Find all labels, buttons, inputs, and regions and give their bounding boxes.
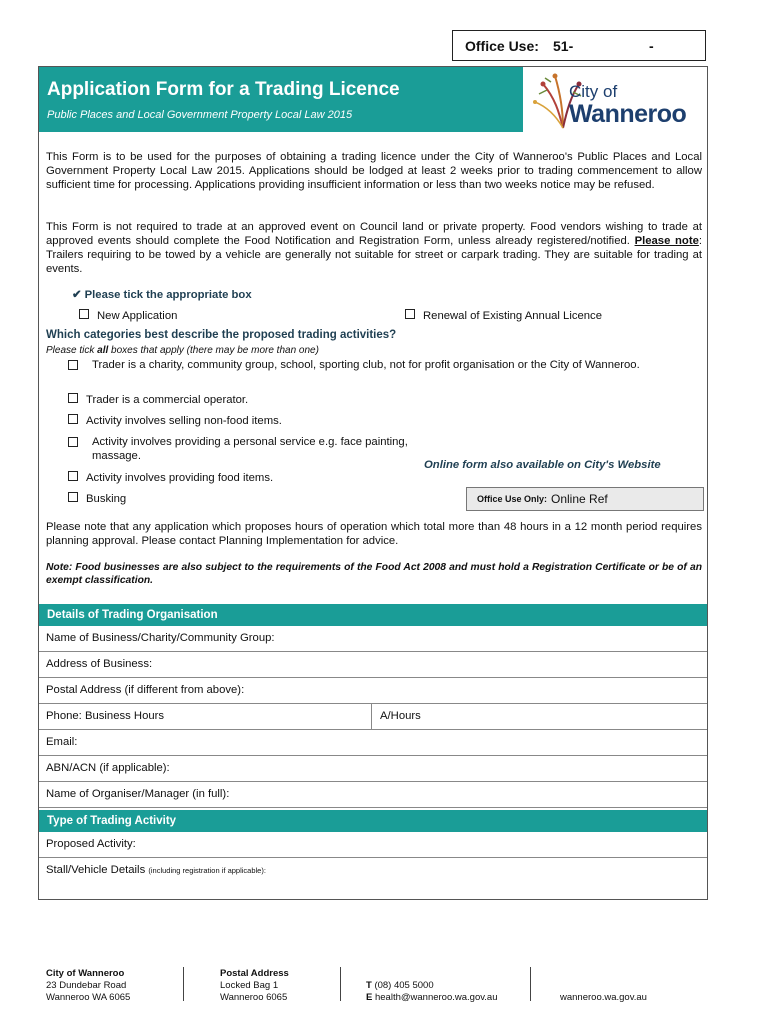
footer-postal [220, 968, 289, 1004]
option-new-label: New Application [97, 310, 178, 322]
intro-paragraph-2 [46, 220, 702, 276]
office-use-dash: - [649, 38, 654, 54]
tick-heading-text: Please tick the appropriate box [84, 289, 252, 301]
category-checkbox[interactable] [68, 360, 78, 370]
city-logo [533, 72, 698, 132]
page-title: Application Form for a Trading Licence [47, 79, 400, 100]
footer-divider [530, 967, 531, 1001]
field-business-address[interactable] [39, 652, 707, 678]
footer-postal-label: Postal Address [220, 968, 289, 979]
hours-note: Please note that any application which proposes hours of operation which total more than 48 hours in a 12 month period requires planning approval. Please contact Planning Implementation for advice. [46, 521, 702, 547]
footer-contact [366, 980, 497, 1004]
intro-paragraph-1: This Form is to be used for the purposes of obtaining a trading licence under the City of Wanneroo's Public Places and Local Government Property Local Law 2015. Applications should be lodged at least 2 weeks prior to trading commencement to allow sufficient time for processing. Applications providing insufficient information or less than two weeks notice may be refused. [46, 151, 702, 191]
footer-suburb: Wanneroo WA 6065 [46, 992, 131, 1003]
category-label: Activity involves providing food items. [86, 472, 274, 484]
instruction-bold: all [97, 345, 109, 356]
checkbox-new-application[interactable] [79, 309, 89, 319]
footer-email[interactable]: health@wanneroo.wa.gov.au [374, 992, 498, 1003]
please-note-label: Please note [634, 235, 699, 247]
category-item[interactable] [68, 358, 702, 372]
option-renewal-label: Renewal of Existing Annual Licence [423, 310, 602, 322]
footer-postal-line1: Locked Bag 1 [220, 980, 279, 991]
intro-p2-start: This Form is not required to trade at an approved event on Council land or private property. Food vendors wishing to trade at approved events should complete the Food Notification and Registration Form, unless already registered/notified. [46, 221, 702, 247]
logo-wanneroo: Wanneroo [569, 100, 687, 128]
field-label: Name of Business/Charity/Community Group: [46, 632, 275, 644]
field-label: Address of Business: [46, 658, 153, 670]
category-checkbox[interactable] [68, 414, 78, 424]
checkmark-icon: ✔ [72, 289, 82, 301]
category-label: Activity involves providing a personal service e.g. face painting, massage. [92, 436, 408, 462]
intro-p2-end: : Trailers requiring to be towed by a vehicle are generally not suitable for street or carpark trading. They are suitable for trading at events. [46, 235, 703, 275]
category-item[interactable] [68, 492, 126, 505]
instruction-post: boxes that apply (there may be more than one) [108, 345, 319, 356]
field-label: ABN/ACN (if applicable): [46, 762, 170, 774]
category-checkbox[interactable] [68, 393, 78, 403]
field-phone-row [39, 704, 707, 730]
header-band [39, 67, 523, 132]
footer-website[interactable]: wanneroo.wa.gov.au [560, 992, 647, 1003]
office-use-number: 51- [553, 38, 574, 54]
field-label: A/Hours [380, 710, 421, 722]
footer-divider [340, 967, 341, 1001]
field-email[interactable] [39, 730, 707, 756]
category-checkbox[interactable] [68, 492, 78, 502]
footer-divider [183, 967, 184, 1001]
field-proposed-activity[interactable] [39, 832, 707, 858]
footer-street: 23 Dundebar Road [46, 980, 127, 991]
field-label: Email: [46, 736, 78, 748]
tick-heading [72, 288, 252, 301]
category-checkbox[interactable] [68, 471, 78, 481]
option-renewal[interactable] [405, 309, 602, 322]
field-label: Phone: Business Hours [46, 710, 165, 722]
footer-org: City of Wanneroo [46, 968, 125, 979]
field-label: Name of Organiser/Manager (in full): [46, 788, 230, 800]
email-label: E [366, 992, 373, 1003]
category-label: Trader is a commercial operator. [86, 394, 249, 406]
option-new-application[interactable] [79, 309, 177, 322]
food-act-note: Note: Food businesses are also subject to the requirements of the Food Act 2008 and must hold a Registration Certificate or be of an exempt classification. [46, 562, 702, 586]
field-stall-details[interactable] [39, 858, 707, 884]
category-item[interactable] [68, 393, 248, 406]
field-label: Stall/Vehicle Details [46, 864, 146, 876]
categories-instruction [46, 345, 319, 356]
field-note: (including registration if applicable): [148, 866, 266, 875]
footer-postal-line2: Wanneroo 6065 [220, 992, 288, 1003]
category-item[interactable] [68, 435, 413, 463]
field-postal-address[interactable] [39, 678, 707, 704]
divider [371, 704, 372, 729]
footer-address [46, 968, 130, 1004]
footer-phone: (08) 405 5000 [374, 980, 434, 991]
category-label: Activity involves selling non-food items. [86, 415, 282, 427]
page-subtitle: Public Places and Local Government Property Local Law 2015 [47, 109, 353, 121]
instruction-pre: Please tick [46, 345, 98, 356]
category-item[interactable] [68, 471, 273, 484]
online-ref-label: Online Ref [551, 492, 608, 506]
office-use-label: Office Use: [465, 38, 539, 54]
category-label: Busking [86, 493, 127, 505]
office-use-only-label: Office Use Only: [477, 494, 548, 504]
online-form-note: Online form also available on City's Website [424, 459, 661, 471]
category-label: Trader is a charity, community group, school, sporting club, not for profit organisation or the City of Wanneroo. [92, 359, 640, 371]
field-abn[interactable] [39, 756, 707, 782]
field-organiser[interactable] [39, 782, 707, 808]
category-checkbox[interactable] [68, 437, 78, 447]
details-section-header: Details of Trading Organisation [39, 604, 707, 626]
phone-label: T [366, 980, 372, 991]
field-business-name[interactable] [39, 626, 707, 652]
logo-city-of: City of [569, 82, 618, 101]
category-item[interactable] [68, 414, 282, 427]
online-ref-box [466, 487, 704, 511]
field-label: Postal Address (if different from above): [46, 684, 245, 696]
office-use-box [452, 30, 706, 61]
activity-section-header: Type of Trading Activity [39, 810, 707, 832]
field-label: Proposed Activity: [46, 838, 136, 850]
categories-heading: Which categories best describe the proposed trading activities? [46, 329, 397, 341]
checkbox-renewal[interactable] [405, 309, 415, 319]
